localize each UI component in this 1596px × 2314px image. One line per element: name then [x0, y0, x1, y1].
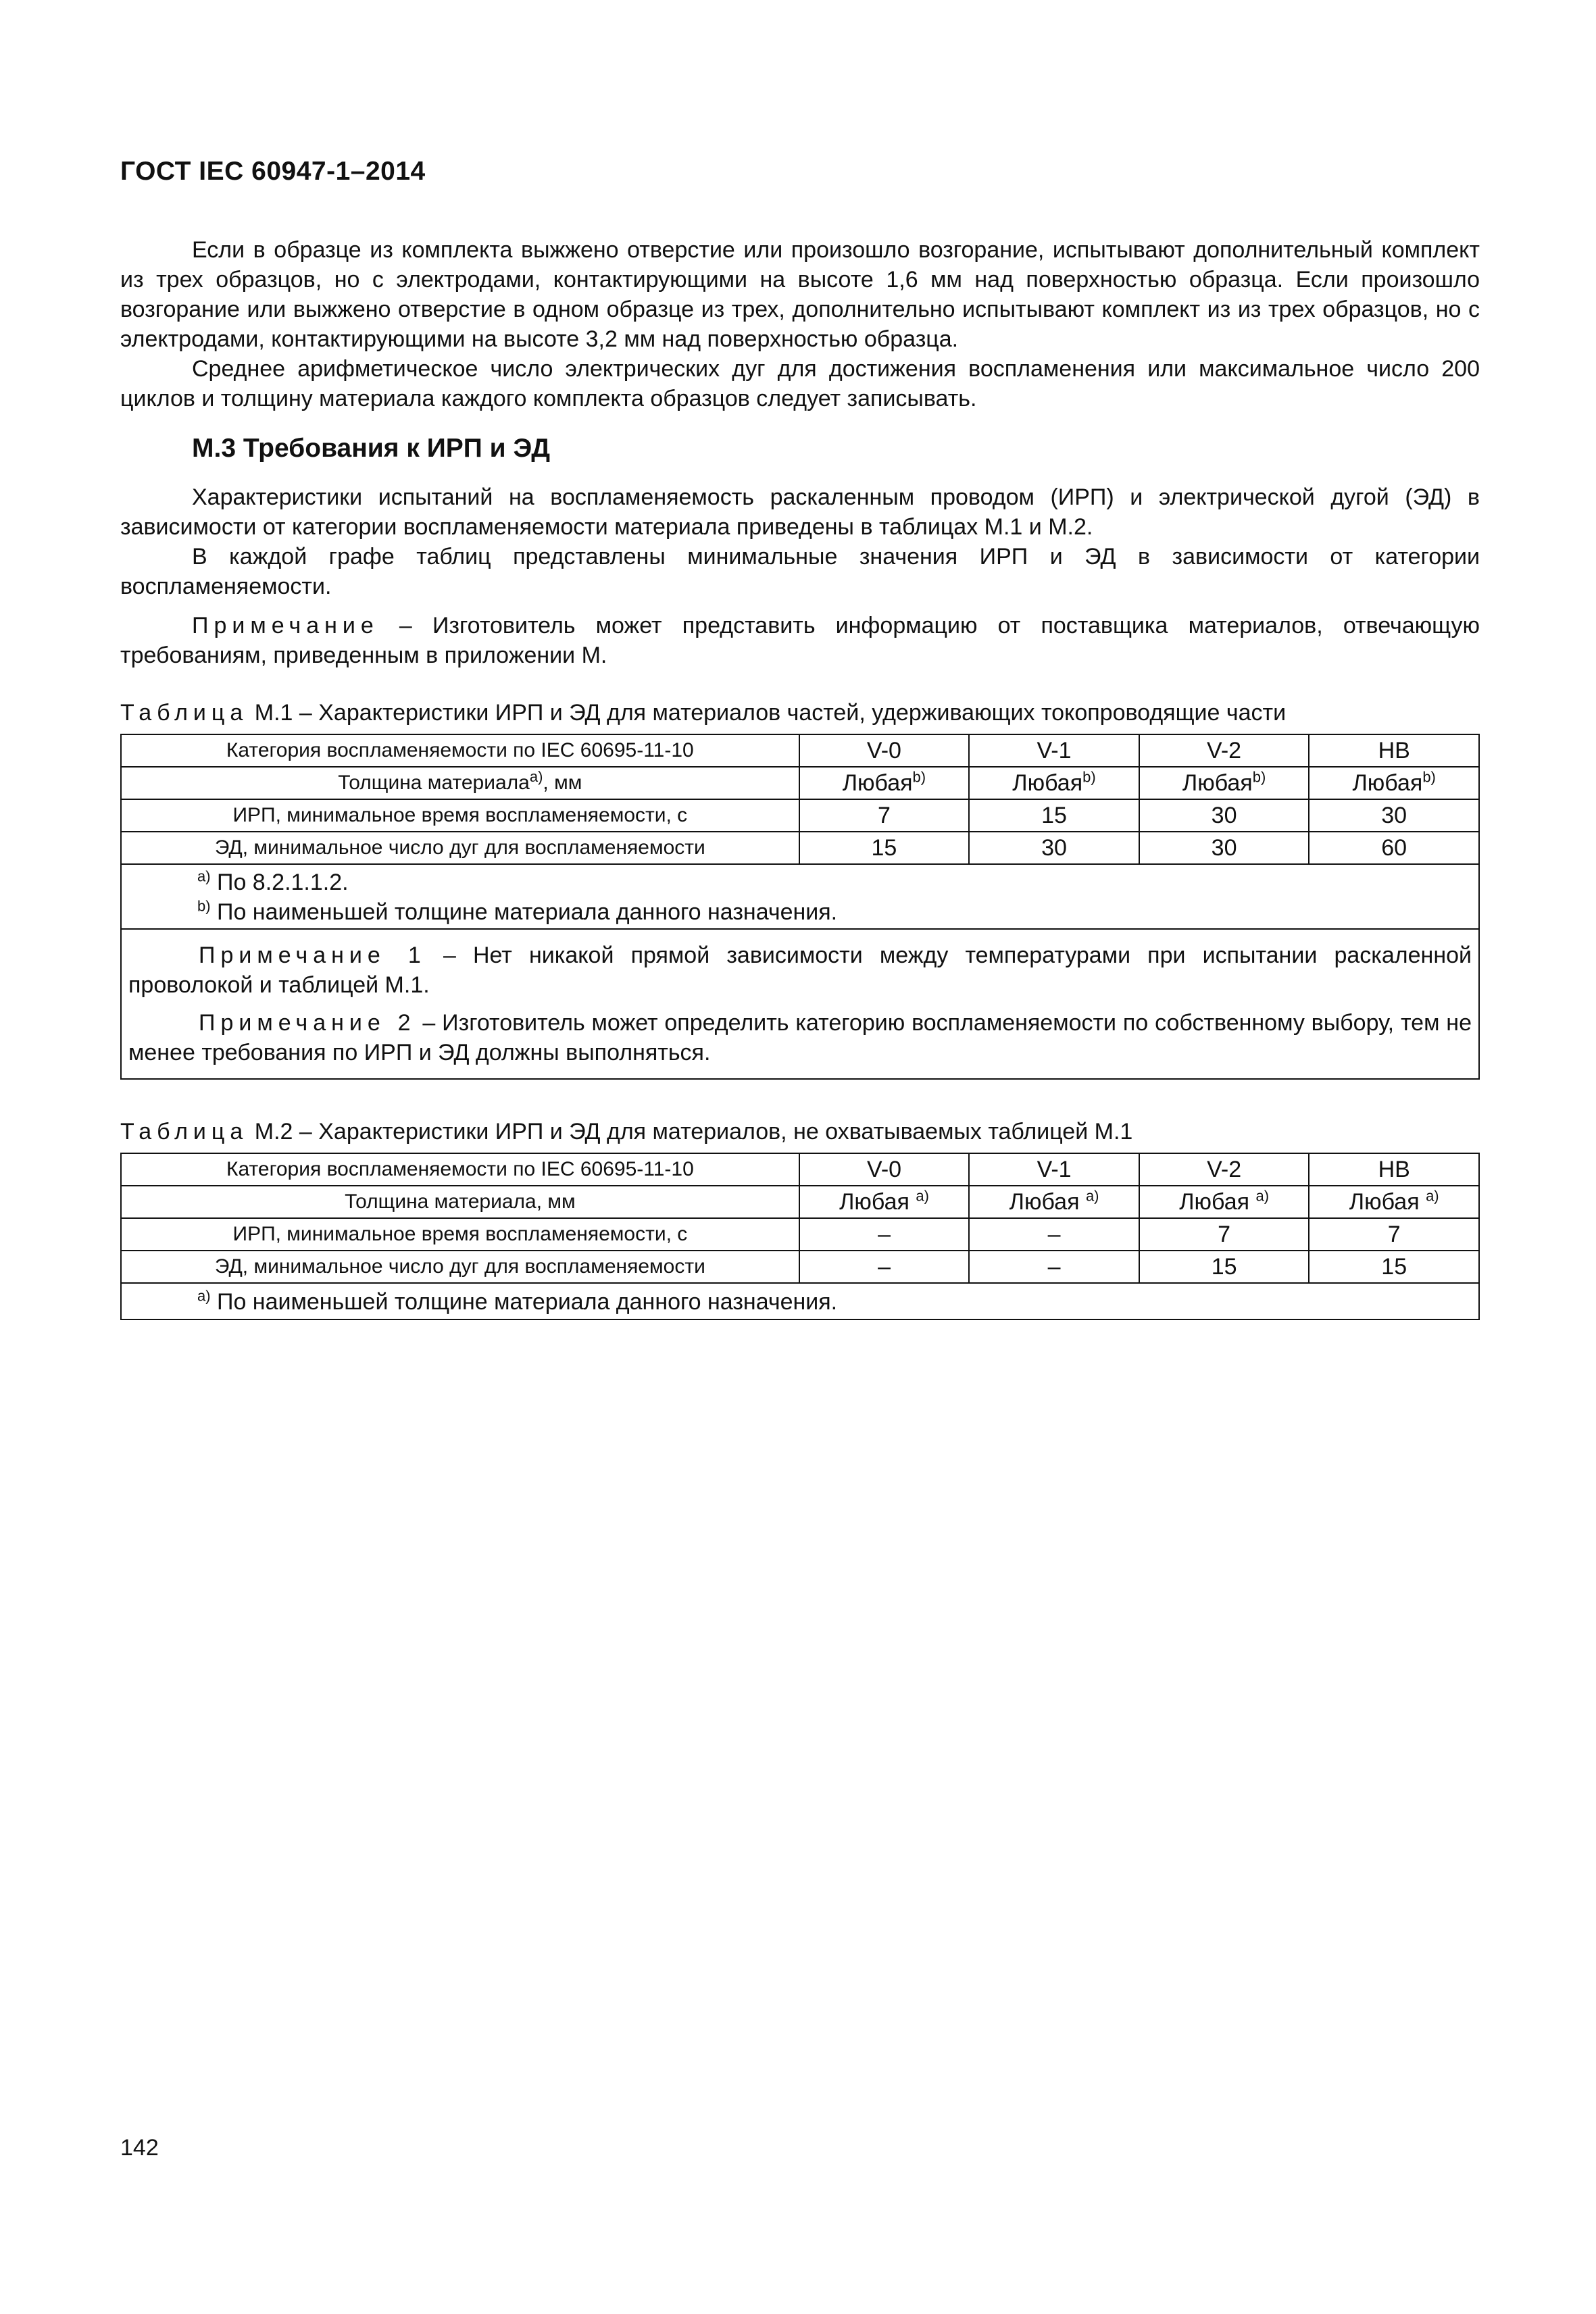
footnote-text: По 8.2.1.1.2.	[210, 870, 349, 895]
row-label	[121, 767, 799, 799]
footnote-mark: b)	[197, 897, 211, 915]
caption-label: Таблица	[120, 1119, 249, 1145]
table-cell	[1139, 1186, 1310, 1218]
table-cell: –	[969, 1218, 1139, 1251]
table-row	[121, 1186, 1479, 1218]
cell-text: Любая	[839, 1188, 916, 1215]
table-cell: V-0	[799, 1153, 970, 1186]
table-row	[121, 734, 1479, 767]
footnote-mark: a)	[916, 1187, 929, 1205]
cell-text: Любая	[1012, 770, 1083, 796]
table-row	[121, 832, 1479, 864]
note-text: – Изготовитель может представить информацию от поставщика материалов, отвечающую требованиям, приведенным в приложении М.	[120, 613, 1480, 668]
paragraph: Если в образце из комплекта выжжено отверстие или произошло возгорание, испытывают дополнительный комплект из трех образцов, но с электродами, контактирующими на высоте 1,6 мм над поверхностью образца. Если произошло возгорание или выжжено отверстие в одном образце из трех, дополнительно испытывают комплект из из трех образцов, но с электродами, контактирующими на высоте 3,2 мм над поверхностью образца.	[120, 237, 1480, 352]
table-cell: V-2	[1139, 1153, 1310, 1186]
table-cell: –	[799, 1251, 970, 1283]
footnote-mark: a)	[1426, 1187, 1439, 1205]
label-suffix: , мм	[543, 772, 582, 794]
row-label: ЭД, минимальное число дуг для воспламеняемости	[121, 1251, 799, 1283]
caption-label: Таблица	[120, 700, 249, 726]
footnote-mark: b)	[912, 768, 926, 786]
table-cell: V-1	[969, 1153, 1139, 1186]
table-cell: 15	[1139, 1251, 1310, 1283]
note-label: Примечание 1	[199, 942, 426, 968]
table1-caption	[120, 700, 1286, 726]
note-label: Примечание 2	[199, 1010, 416, 1036]
table-cell: 30	[1139, 832, 1310, 864]
page-number: 142	[120, 2135, 159, 2161]
table-cell: 15	[969, 799, 1139, 832]
table-cell	[799, 767, 970, 799]
table-cell: 7	[799, 799, 970, 832]
table-cell: НВ	[1309, 734, 1479, 767]
caption-text: М.1 – Характеристики ИРП и ЭД для материалов частей, удерживающих токопроводящие части	[248, 700, 1287, 726]
note-text: – Изготовитель может определить категорию воспламеняемости по собственному выбору, тем не менее требования по ИРП и ЭД должны выполняться.	[128, 1010, 1472, 1065]
footnote-text: По наименьшей толщине материала данного назначения.	[210, 1289, 838, 1315]
table-notes	[121, 929, 1479, 1079]
document-header: ГОСТ IEC 60947-1–2014	[120, 157, 426, 186]
table-cell: V-1	[969, 734, 1139, 767]
cell-text: Любая	[1009, 1188, 1086, 1215]
footnote-mark: b)	[1082, 768, 1096, 786]
cell-text: Любая	[1349, 1188, 1426, 1215]
footnote-mark: a)	[197, 867, 211, 885]
label-text: Толщина материала	[338, 772, 530, 794]
row-label: ИРП, минимальное время воспламеняемости, с	[121, 1218, 799, 1251]
table-cell: 15	[1309, 1251, 1479, 1283]
footnote-mark: a)	[529, 768, 543, 785]
cell-text: Любая	[1352, 770, 1423, 796]
cell-text: Любая	[842, 770, 913, 796]
row-label: Категория воспламеняемости по IEC 60695-11-10	[121, 734, 799, 767]
section-text	[120, 482, 1480, 670]
table-footnotes	[121, 864, 1479, 929]
row-label: Категория воспламеняемости по IEC 60695-11-10	[121, 1153, 799, 1186]
table-cell: 7	[1309, 1218, 1479, 1251]
table-row	[121, 1251, 1479, 1283]
cell-text: Любая	[1182, 770, 1253, 796]
caption-text: М.2 – Характеристики ИРП и ЭД для материалов, не охватываемых таблицей М.1	[248, 1119, 1133, 1145]
notes-cell	[121, 929, 1479, 1079]
footnote-mark: b)	[1252, 768, 1266, 786]
footnotes-cell	[121, 1283, 1479, 1319]
table-row	[121, 767, 1479, 799]
row-label: ЭД, минимальное число дуг для воспламеняемости	[121, 832, 799, 864]
paragraph: В каждой графе таблиц представлены минимальные значения ИРП и ЭД в зависимости от категории воспламеняемости.	[120, 544, 1480, 599]
row-label: ИРП, минимальное время воспламеняемости, с	[121, 799, 799, 832]
section-heading: М.3 Требования к ИРП и ЭД	[192, 434, 551, 463]
table-cell: 60	[1309, 832, 1479, 864]
table-cell	[969, 1186, 1139, 1218]
table-cell: V-0	[799, 734, 970, 767]
table-cell: 30	[1309, 799, 1479, 832]
table-cell	[1309, 767, 1479, 799]
note-label: Примечание	[192, 613, 379, 638]
table-cell: НВ	[1309, 1153, 1479, 1186]
footnotes-cell	[121, 864, 1479, 929]
table-cell: 30	[969, 832, 1139, 864]
table-cell	[969, 767, 1139, 799]
table-cell	[1309, 1186, 1479, 1218]
footnote-mark: a)	[1085, 1187, 1099, 1205]
table-cell: V-2	[1139, 734, 1310, 767]
table-cell	[799, 1186, 970, 1218]
footnote-mark: b)	[1422, 768, 1436, 786]
footnote-mark: a)	[1255, 1187, 1270, 1205]
note	[128, 940, 1472, 1000]
table-cell: 15	[799, 832, 970, 864]
table-cell: 7	[1139, 1218, 1310, 1251]
note-text: – Нет никакой прямой зависимости между температурами при испытании раскаленной проволокой и таблицей М.1.	[128, 942, 1472, 998]
table-cell: –	[969, 1251, 1139, 1283]
table-row	[121, 1153, 1479, 1186]
table2-caption	[120, 1119, 1132, 1145]
note	[120, 611, 1480, 670]
footnote	[197, 1287, 1478, 1317]
paragraph: Характеристики испытаний на воспламеняемость раскаленным проводом (ИРП) и электрической дугой (ЭД) в зависимости от категории воспламеняемости материала приведены в таблицах М.1 и М.2.	[120, 484, 1480, 540]
note	[128, 1008, 1472, 1067]
paragraph: Среднее арифметическое число электрических дуг для достижения воспламенения или максимальное число 200 циклов и толщину материала каждого комплекта образцов следует записывать.	[120, 356, 1480, 411]
table-row	[121, 799, 1479, 832]
footnote	[197, 867, 1478, 897]
table-cell	[1139, 767, 1310, 799]
table-footnotes	[121, 1283, 1479, 1319]
intro-text	[120, 235, 1480, 413]
table-cell: –	[799, 1218, 970, 1251]
footnote-mark: a)	[197, 1287, 211, 1305]
cell-text: Любая	[1179, 1188, 1256, 1215]
table-cell: 30	[1139, 799, 1310, 832]
footnote-text: По наименьшей толщине материала данного назначения.	[210, 899, 838, 925]
table-m1	[120, 734, 1480, 1080]
footnote	[197, 897, 1478, 927]
table-row	[121, 1218, 1479, 1251]
row-label: Толщина материала, мм	[121, 1186, 799, 1218]
table-m2	[120, 1153, 1480, 1320]
